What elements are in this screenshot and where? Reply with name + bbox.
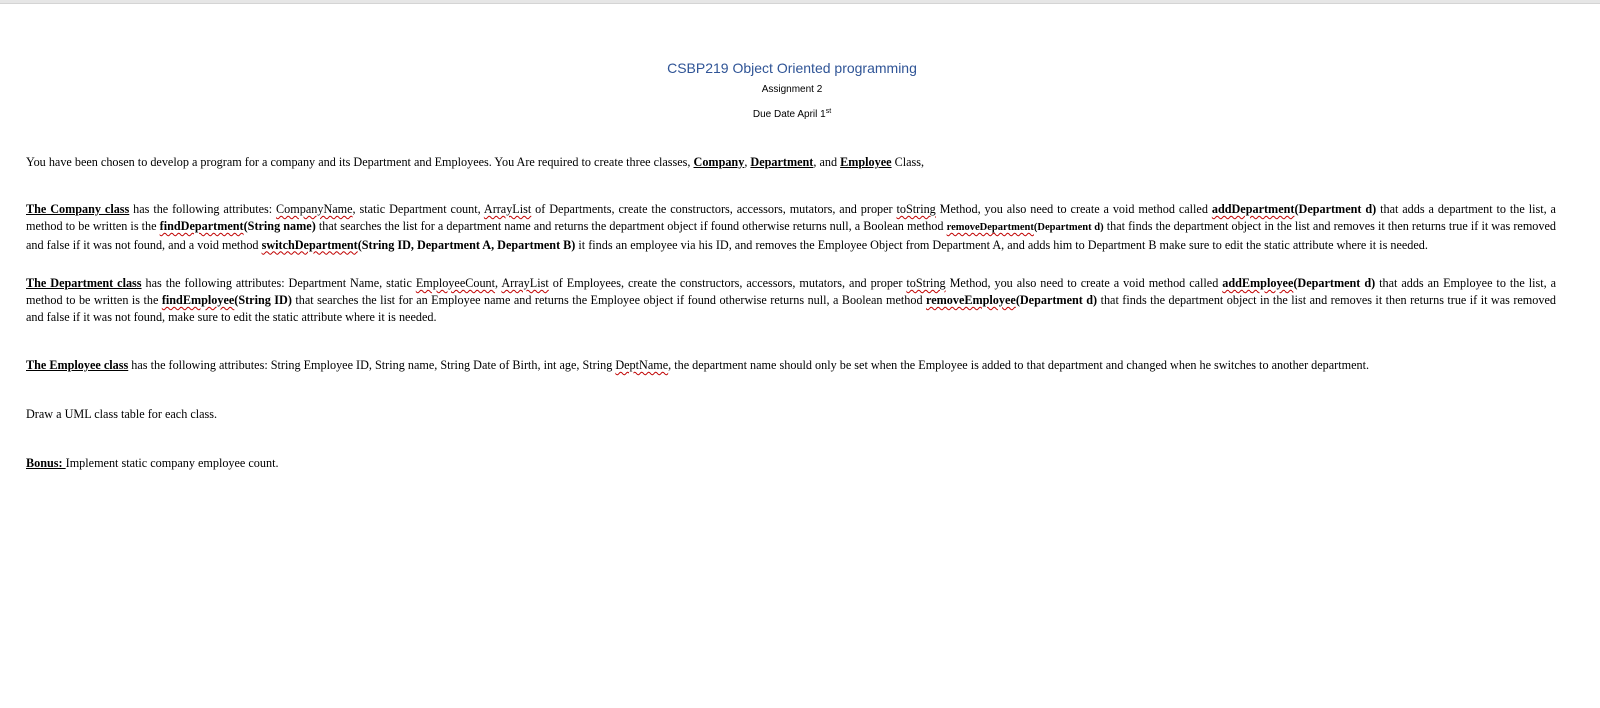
text-run: Method, you also need to create a void method called (945, 276, 1223, 290)
spellcheck-word: CompanyName (276, 202, 353, 216)
text-run: that searches the list for a department name and returns the department object if found otherwise returns null, a Boolean method (315, 218, 947, 233)
department-class-paragraph (26, 275, 1556, 325)
method-name: addDepartment (1211, 202, 1295, 216)
text-run: , the department name should only be set when the Employee is added to that department and changed when he switches to another department. (668, 358, 1370, 372)
due-date-suffix: st (825, 108, 832, 115)
text-run: that adds a department to the list, a method to be written is the (26, 202, 1556, 233)
employee-class-heading: The Employee class (26, 358, 129, 372)
method-name: findDepartment (159, 218, 244, 233)
uml-paragraph: Draw a UML class table for each class. (26, 407, 218, 421)
company-keyword: Company (693, 155, 745, 169)
text-run: of Employees, create the constructors, accessors, mutators, and proper (548, 276, 907, 290)
employee-keyword: Employee (840, 155, 892, 169)
text-run: it finds an employee via his ID, and removes the Employee Object from Department A, and adds him to Department B make sure to edit the static attribute where it is needed. (575, 237, 1428, 252)
method-args: (String name) (243, 218, 316, 233)
intro-text: You have been chosen to develop a program for a company and its Department and Employees. You Are required to create three classes, (26, 155, 694, 169)
text-run: has the following attributes: (129, 202, 277, 216)
assignment-label: Assignment 2 (761, 84, 823, 95)
document-title: CSBP219 Object Oriented programming (667, 60, 917, 76)
window-top-edge (0, 0, 1600, 4)
method-args: (String ID, Department A, Department B) (357, 237, 576, 252)
spellcheck-word: toString (906, 276, 946, 290)
due-date (0, 108, 1584, 120)
intro-paragraph (26, 154, 1556, 171)
method-name: findEmployee (161, 292, 235, 307)
spellcheck-word: toString (896, 202, 936, 216)
method-name: removeDepartment (946, 221, 1034, 233)
method-args: (Department d) (1294, 202, 1377, 216)
spellcheck-word: DeptName (615, 358, 669, 372)
spellcheck-word: ArrayList (483, 202, 532, 216)
bonus-label: Bonus: (26, 456, 66, 470)
due-date-text: Due Date April 1 (752, 109, 826, 120)
text-run: that finds the department object in the list and removes it then returns true if it was removed and false if it was not found, make sure to edit the static attribute where it is needed. (26, 292, 1556, 324)
method-args: (Department d) (1015, 292, 1098, 307)
text-run: that finds the department object in the list and removes it then returns true if it was removed and false if it was not found, and a void method (26, 218, 1556, 252)
intro-sep: , (744, 155, 751, 169)
bonus-paragraph (26, 455, 1556, 472)
spellcheck-word: ArrayList (501, 276, 549, 290)
company-class-heading: The Company class (26, 202, 130, 216)
method-name: switchDepartment (261, 237, 358, 252)
text-run: has the following attributes: String Employee ID, String name, String Date of Birth, int age, String (128, 358, 616, 372)
department-keyword: Department (750, 155, 814, 169)
company-class-paragraph (26, 201, 1556, 253)
method-args: (Department d) (1033, 221, 1104, 233)
intro-sep: , and (813, 155, 841, 169)
spellcheck-word: EmployeeCount (415, 276, 496, 290)
method-name: removeEmployee (926, 292, 1016, 307)
intro-tail: Class, (891, 155, 925, 169)
method-args: (Department d) (1293, 276, 1376, 290)
text-run: , (495, 276, 502, 290)
text-run: that adds an Employee to the list, a method to be written is the (26, 276, 1557, 307)
text-run: of Departments, create the constructors, accessors, mutators, and proper (531, 202, 897, 216)
department-class-heading: The Department class (26, 276, 142, 290)
bonus-text: Implement static company employee count. (65, 456, 279, 470)
method-args: (String ID) (234, 292, 292, 307)
text-run: Method, you also need to create a void method called (935, 202, 1212, 216)
employee-class-paragraph (26, 357, 1556, 374)
text-run: , static Department count, (352, 202, 484, 216)
method-name: addEmployee (1222, 276, 1294, 290)
text-run: has the following attributes: Department Name, static (141, 276, 416, 290)
text-run: that searches the list for an Employee name and returns the Employee object if found otherwise returns null, a Boolean method (291, 292, 926, 307)
